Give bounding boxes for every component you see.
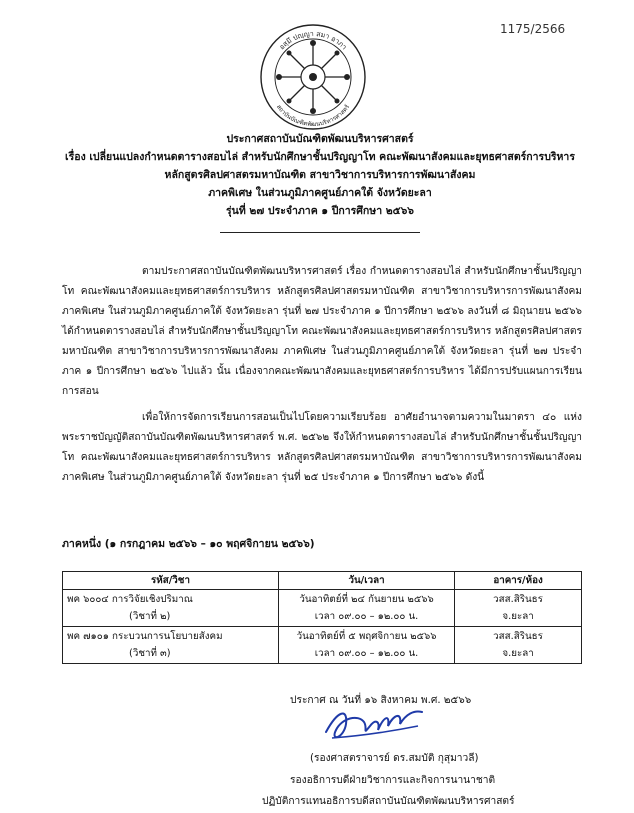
header-region: ภาคพิเศษ ในส่วนภูมิภาคศูนย์ภาคใต้ จังหวัดยะลา	[208, 187, 432, 199]
exam-province: จ.ยะลา	[502, 648, 534, 659]
exam-date: วันอาทิตย์ที่ ๕ พฤศจิกายน ๒๕๖๖	[296, 631, 437, 642]
course-sequence: (วิชาที่ ๒)	[129, 611, 171, 622]
table-row	[63, 627, 582, 664]
term-heading: ภาคหนึ่ง (๑ กรกฎาคม ๒๕๖๖ – ๑๐ พฤศจิกายน ๒๕๖๖)	[62, 538, 315, 550]
signer-position-1: รองอธิการบดีฝ่ายวิชาการและกิจการนานาชาติ	[290, 775, 496, 786]
course-name: พค ๖๐๐๔ การวิจัยเชิงปริมาณ	[67, 594, 193, 605]
announcement-header	[40, 130, 600, 220]
signer-name: (รองศาสตราจารย์ ดร.สมบัติ กุสุมาวลี)	[310, 753, 479, 764]
document-number: 1175/2566	[500, 22, 566, 36]
course-sequence: (วิชาที่ ๓)	[129, 648, 171, 659]
course-name: พค ๗๑๐๑ กระบวนการนโยบายสังคม	[67, 631, 223, 642]
body-paragraph-1: ตามประกาศสถาบันบัณฑิตพัฒนบริหารศาสตร์ เรื่อง กำหนดตารางสอบไล่ สำหรับนักศึกษาชั้นปริญญาโท คณะพัฒนาสังคมและยุทธศาสตร์การบริหาร หลักสูตรศิลปศาสตรมหาบัณฑิต สาขาวิชาการบริหารการพัฒนาสังคม ภาคพิเศษ ในส่วนภูมิภาคศูนย์ภาคใต้ จังหวัดยะลา รุ่นที่ ๒๗ ประจำภาค ๑ ปีการศึกษา ๒๕๖๖ ลงวันที่ ๘ มิถุนายน ๒๕๖๖ ได้กำหนดตารางสอบไล่ สำหรับนักศึกษาชั้นปริญญาโท คณะพัฒนาสังคมและยุทธศาสตร์การบริหาร หลักสูตรศิลปศาสตรมหาบัณฑิต สาขาวิชาการบริหารการพัฒนาสังคม ภาคพิเศษ ในส่วนภูมิภาคศูนย์ภาคใต้ จังหวัดยะลา รุ่นที่ ๒๗ ประจำภาค ๑ ปีการศึกษา ๒๕๖๖ ไปแล้ว นั้น เนื่องจากคณะพัฒนาสังคมและยุทธศาสตร์การบริหาร ได้มีการปรับแผนการเรียนการสอน	[62, 266, 582, 397]
announcement-date: ประกาศ ณ วันที่ ๑๖ สิงหาคม พ.ศ. ๒๕๖๖	[290, 695, 472, 706]
header-divider	[220, 232, 420, 233]
column-header-course: รหัส/วิชา	[63, 572, 279, 590]
exam-time: เวลา ๐๙.๐๐ – ๑๒.๐๐ น.	[314, 611, 419, 622]
institution-seal	[258, 22, 368, 132]
header-cohort: รุ่นที่ ๒๗ ประจำภาค ๑ ปีการศึกษา ๒๕๖๖	[226, 205, 414, 217]
exam-time: เวลา ๐๙.๐๐ – ๑๒.๐๐ น.	[314, 648, 419, 659]
table-row	[63, 590, 582, 627]
table-header-row	[63, 572, 582, 590]
body-paragraph-2: เพื่อให้การจัดการเรียนการสอนเป็นไปโดยความเรียบร้อย อาศัยอำนาจตามความในมาตรา ๔๐ แห่งพระราชบัญญัติสถาบันบัณฑิตพัฒนบริหารศาสตร์ พ.ศ. ๒๕๖๒ จึงให้กำหนดตารางสอบไล่ สำหรับนักศึกษาชั้นชั้นปริญญาโท คณะพัฒนาสังคมและยุทธศาสตร์การบริหาร หลักสูตรศิลปศาสตรมหาบัณฑิต สาขาวิชาการบริหารการพัฒนาสังคม ภาคพิเศษ ในส่วนภูมิภาคศูนย์ภาคใต้ จังหวัดยะลา รุ่นที่ ๒๕ ประจำภาค ๑ ปีการศึกษา ๒๕๖๖ ดังนี้	[62, 412, 582, 483]
header-subject: เรื่อง เปลี่ยนแปลงกำหนดตารางสอบไล่ สำหรับนักศึกษาชั้นปริญญาโท คณะพัฒนาสังคมและยุทธศาสตร์การบริหาร	[65, 151, 575, 163]
exam-date: วันอาทิตย์ที่ ๒๔ กันยายน ๒๕๖๖	[299, 594, 434, 605]
handwritten-signature	[318, 702, 428, 746]
exam-venue: วสส.สิรินธร	[493, 631, 543, 642]
exam-province: จ.ยะลา	[502, 611, 534, 622]
exam-schedule-table	[62, 571, 582, 664]
header-title: ประกาศสถาบันบัณฑิตพัฒนบริหารศาสตร์	[226, 133, 414, 145]
signer-position-2: ปฏิบัติการแทนอธิการบดีสถาบันบัณฑิตพัฒนบริหารศาสตร์	[262, 796, 515, 807]
exam-venue: วสส.สิรินธร	[493, 594, 543, 605]
column-header-datetime: วัน/เวลา	[278, 572, 454, 590]
svg-text:สถาบันบัณฑิตพัฒนบริหารศาสตร์: สถาบันบัณฑิตพัฒนบริหารศาสตร์	[274, 103, 352, 129]
svg-text:อสฺมึ ปญฺญา สมา อาภา: อสฺมึ ปญฺญา สมา อาภา	[277, 29, 349, 52]
header-program: หลักสูตรศิลปศาสตรมหาบัณฑิต สาขาวิชาการบริหารการพัฒนาสังคม	[164, 169, 476, 181]
column-header-room: อาคาร/ห้อง	[455, 572, 582, 590]
